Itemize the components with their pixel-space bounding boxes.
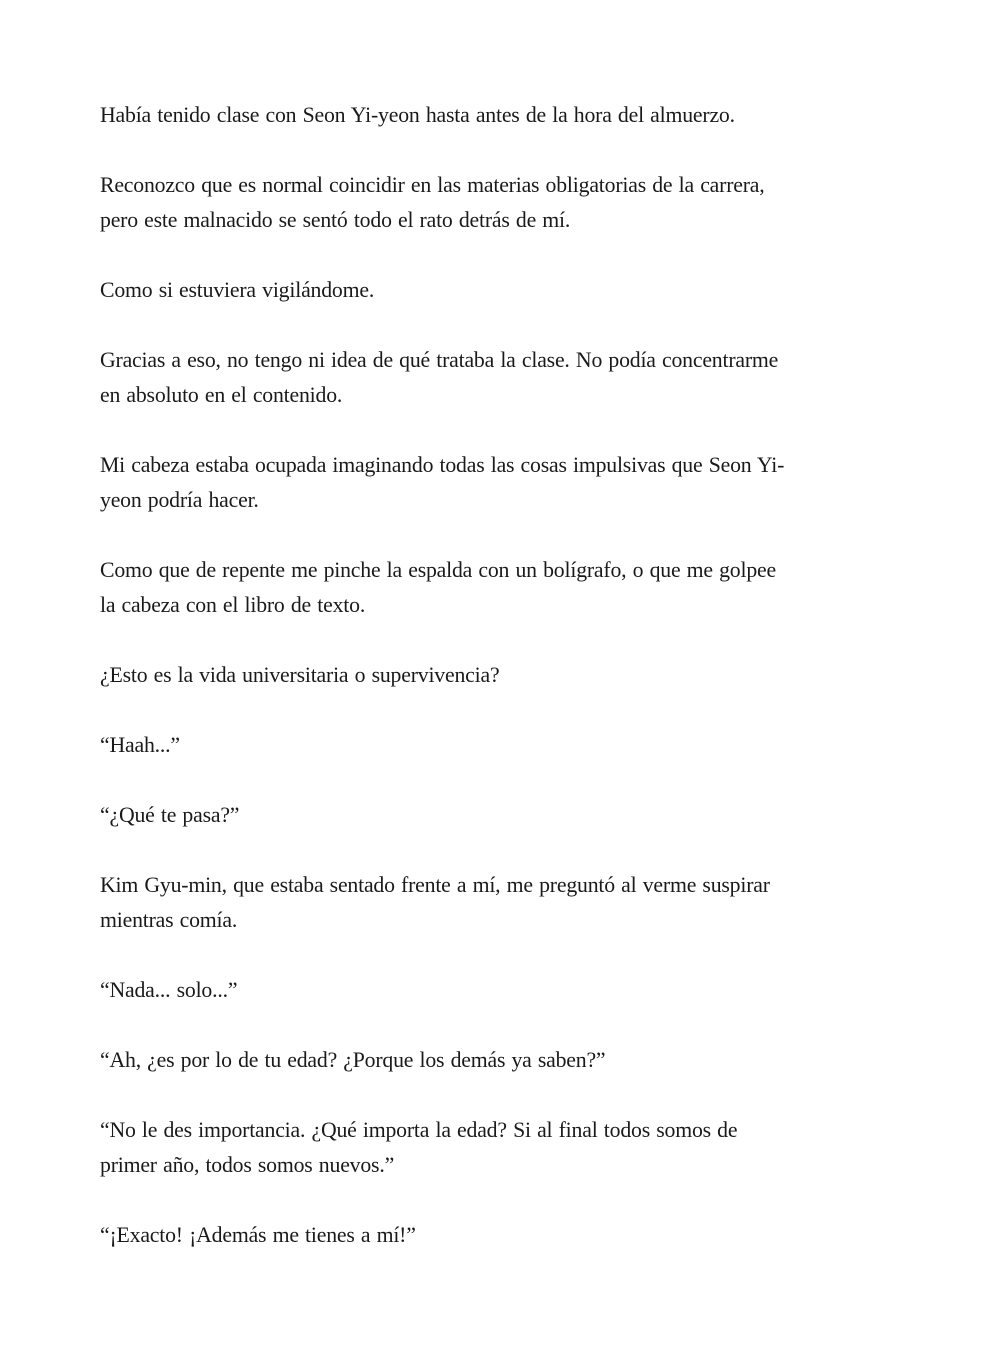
text-line: Había tenido clase con Seon Yi-yeon hasta antes de la hora del almuerzo. xyxy=(100,102,735,127)
text-line: la cabeza con el libro de texto. xyxy=(100,592,366,617)
text-line: “Ah, ¿es por lo de tu edad? ¿Porque los demás ya saben?” xyxy=(100,1047,606,1072)
text-line: Como que de repente me pinche la espalda con un bolígrafo, o que me golpee xyxy=(100,557,776,582)
text-line: primer año, todos somos nuevos.” xyxy=(100,1152,395,1177)
text-line: yeon podría hacer. xyxy=(100,487,259,512)
text-line: Como si estuviera vigilándome. xyxy=(100,277,375,302)
paragraph-7 xyxy=(100,657,900,692)
paragraph-2 xyxy=(100,167,900,237)
text-line: “¿Qué te pasa?” xyxy=(100,802,240,827)
paragraph-1 xyxy=(100,97,900,132)
text-line: Kim Gyu-min, que estaba sentado frente a mí, me preguntó al verme suspirar xyxy=(100,872,770,897)
text-line: en absoluto en el contenido. xyxy=(100,382,343,407)
text-line: ¿Esto es la vida universitaria o supervivencia? xyxy=(100,662,500,687)
paragraph-6 xyxy=(100,552,900,622)
text-line: “¡Exacto! ¡Además me tienes a mí!” xyxy=(100,1222,416,1247)
text-line: mientras comía. xyxy=(100,907,238,932)
paragraph-5 xyxy=(100,447,900,517)
paragraph-9-dialogue xyxy=(100,797,900,832)
document-page xyxy=(100,97,900,1287)
text-line: pero este malnacido se sentó todo el rato detrás de mí. xyxy=(100,207,571,232)
paragraph-13-dialogue xyxy=(100,1112,900,1182)
text-line: Gracias a eso, no tengo ni idea de qué trataba la clase. No podía concentrarme xyxy=(100,347,779,372)
paragraph-11-dialogue xyxy=(100,972,900,1007)
text-line: Mi cabeza estaba ocupada imaginando todas las cosas impulsivas que Seon Yi- xyxy=(100,452,785,477)
paragraph-8-dialogue xyxy=(100,727,900,762)
text-line: Reconozco que es normal coincidir en las materias obligatorias de la carrera, xyxy=(100,172,765,197)
paragraph-4 xyxy=(100,342,900,412)
text-line: “No le des importancia. ¿Qué importa la edad? Si al final todos somos de xyxy=(100,1117,738,1142)
text-line: “Haah...” xyxy=(100,732,180,757)
paragraph-10 xyxy=(100,867,900,937)
paragraph-12-dialogue xyxy=(100,1042,900,1077)
text-line: “Nada... solo...” xyxy=(100,977,238,1002)
paragraph-3 xyxy=(100,272,900,307)
paragraph-14-dialogue xyxy=(100,1217,900,1252)
